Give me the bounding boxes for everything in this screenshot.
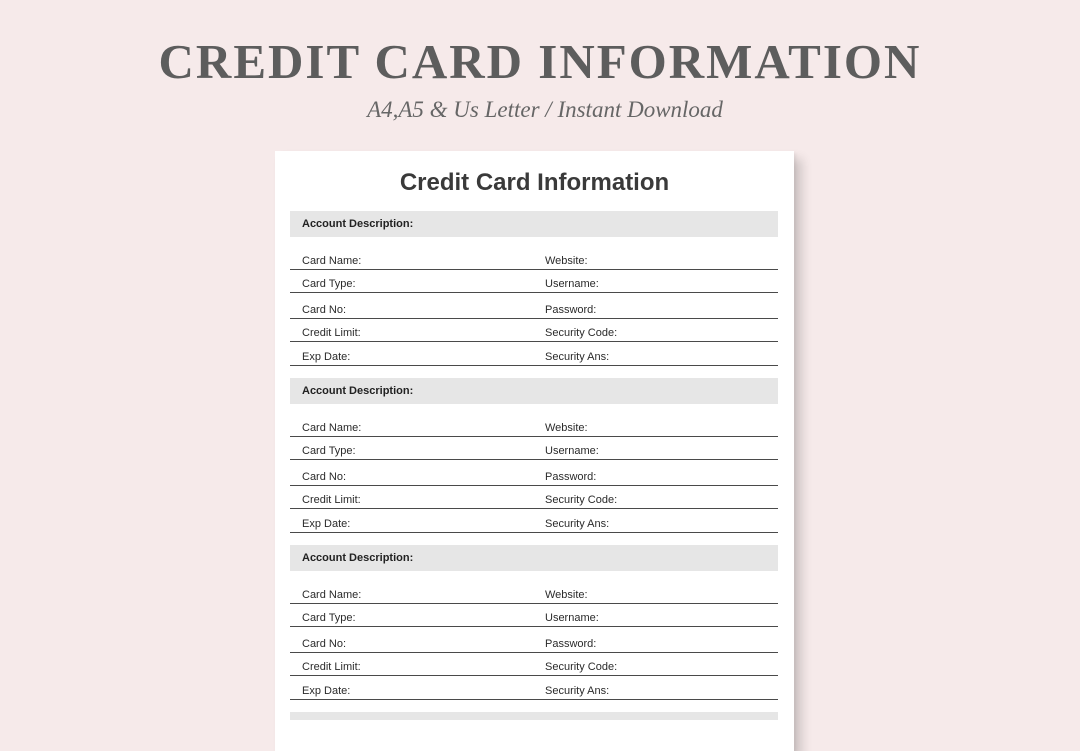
form-row [290,272,778,293]
security-ans-label: Security Ans: [545,351,610,363]
form-row [290,632,778,653]
website-label: Website: [545,255,588,267]
form-row [290,488,778,509]
credit-limit-label: Credit Limit: [302,327,361,339]
password-label: Password: [545,304,597,316]
exp-date-label: Exp Date: [302,685,351,697]
form-row [290,679,778,700]
exp-date-label: Exp Date: [302,351,351,363]
username-label: Username: [545,278,599,290]
form-row [290,321,778,342]
card-type-label: Card Type: [302,612,356,624]
security-ans-label: Security Ans: [545,685,610,697]
card-no-label: Card No: [302,471,347,483]
security-code-label: Security Code: [545,327,618,339]
account-section-header [290,211,778,237]
credit-limit-label: Credit Limit: [302,661,361,673]
account-description-label: Account Description: [302,385,414,397]
form-row [290,416,778,437]
card-no-label: Card No: [302,638,347,650]
security-code-label: Security Code: [545,661,618,673]
form-row [290,465,778,486]
credit-limit-label: Credit Limit: [302,494,361,506]
username-label: Username: [545,445,599,457]
security-code-label: Security Code: [545,494,618,506]
card-no-label: Card No: [302,304,347,316]
card-type-label: Card Type: [302,445,356,457]
banner-subtitle: A4,A5 & Us Letter / Instant Download [367,97,723,122]
form-row [290,583,778,604]
account-section-header-partial [290,712,778,720]
card-name-label: Card Name: [302,255,362,267]
card-name-label: Card Name: [302,589,362,601]
form-row [290,439,778,460]
security-ans-label: Security Ans: [545,518,610,530]
form-row [290,298,778,319]
banner-title: CREDIT CARD INFORMATION [158,34,922,89]
exp-date-label: Exp Date: [302,518,351,530]
website-label: Website: [545,589,588,601]
account-section-header [290,545,778,571]
card-type-label: Card Type: [302,278,356,290]
password-label: Password: [545,638,597,650]
form-row [290,655,778,676]
form-row [290,512,778,533]
form-row [290,606,778,627]
sheet-title: Credit Card Information [399,169,670,196]
account-description-label: Account Description: [302,218,414,230]
account-section-header [290,378,778,404]
form-row [290,345,778,366]
account-description-label: Account Description: [302,552,414,564]
password-label: Password: [545,471,597,483]
form-row [290,249,778,270]
username-label: Username: [545,612,599,624]
card-name-label: Card Name: [302,422,362,434]
website-label: Website: [545,422,588,434]
